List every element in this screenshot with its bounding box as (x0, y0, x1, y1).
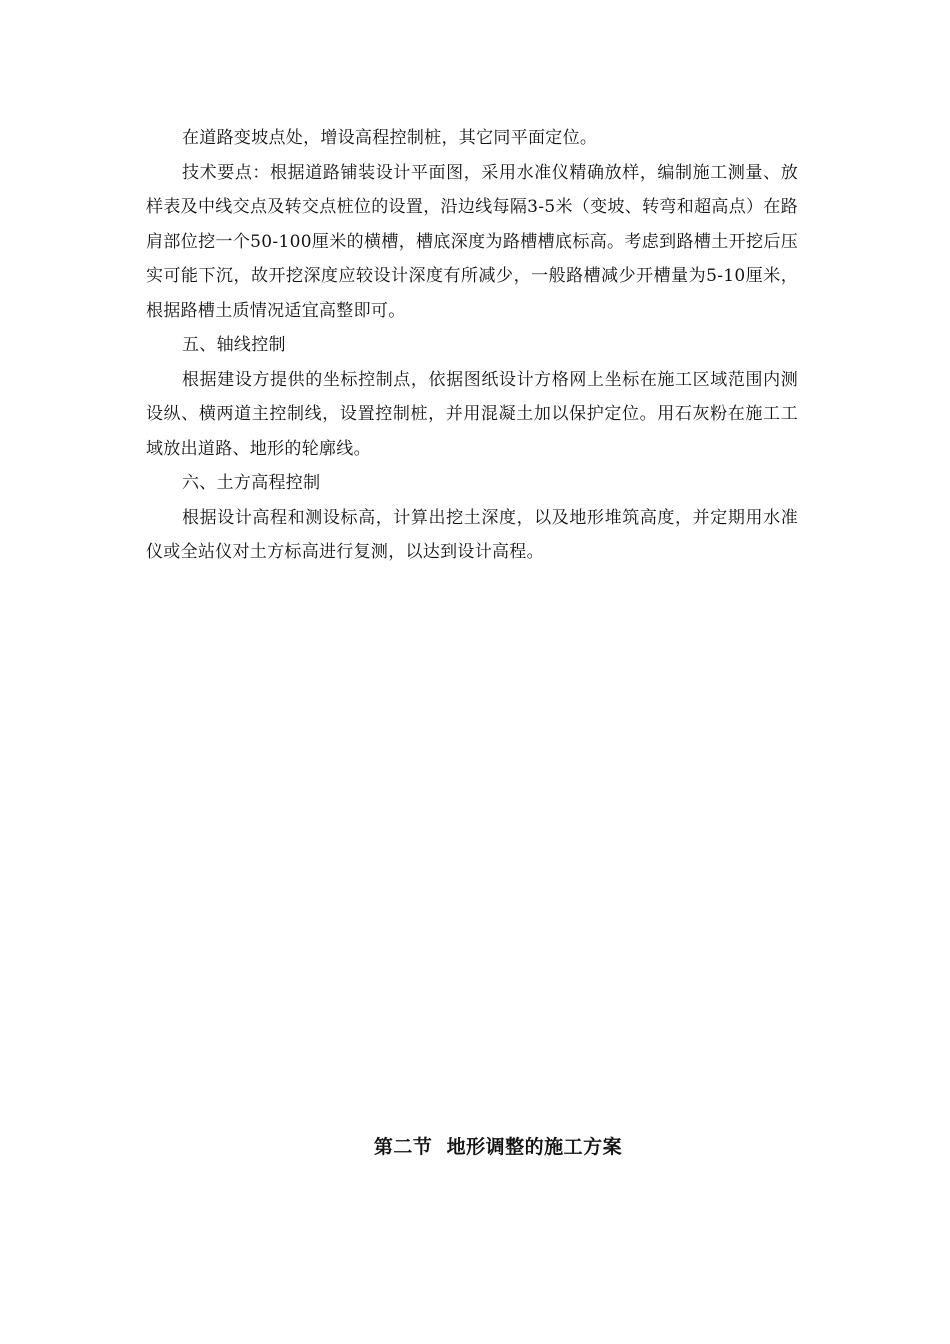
heading-earthwork-elevation: 六、土方高程控制 (182, 473, 321, 493)
section-title: 第二节 地形调整的施工方案 (373, 1136, 623, 1158)
paragraph-earthwork-elevation: 根据设计高程和测设标高，计算出挖土深度，以及地形堆筑高度，并定期用水准仪或全站仪对土方标高进行复测，以达到设计高程。 (146, 507, 798, 562)
paragraph-technical-points: 技术要点：根据道路铺装设计平面图，采用水准仪精确放样，编制施工测量、放样表及中线交点及转交点桩位的设置，沿边线每隔3-5米（变坡、转弯和超高点）在路肩部位挖一个50-100厘米的横槽，槽底深度为路槽槽底标高。考虑到路槽土开挖后压实可能下沉，故开挖深度应较设计深度有所减少，一般路槽减少开槽量为5-10厘米，根据路槽土质情况适宜高整即可。 (146, 162, 798, 321)
heading-axis-control: 五、轴线控制 (182, 335, 286, 355)
paragraph-elevation-stakes: 在道路变坡点处，增设高程控制桩，其它同平面定位。 (182, 128, 598, 148)
paragraph-axis-control: 根据建设方提供的坐标控制点，依据图纸设计方格网上坐标在施工区域范围内测设纵、横两道主控制线，设置控制桩，并用混凝土加以保护定位。用石灰粉在施工工域放出道路、地形的轮廓线。 (146, 369, 798, 459)
document-body (146, 121, 798, 570)
